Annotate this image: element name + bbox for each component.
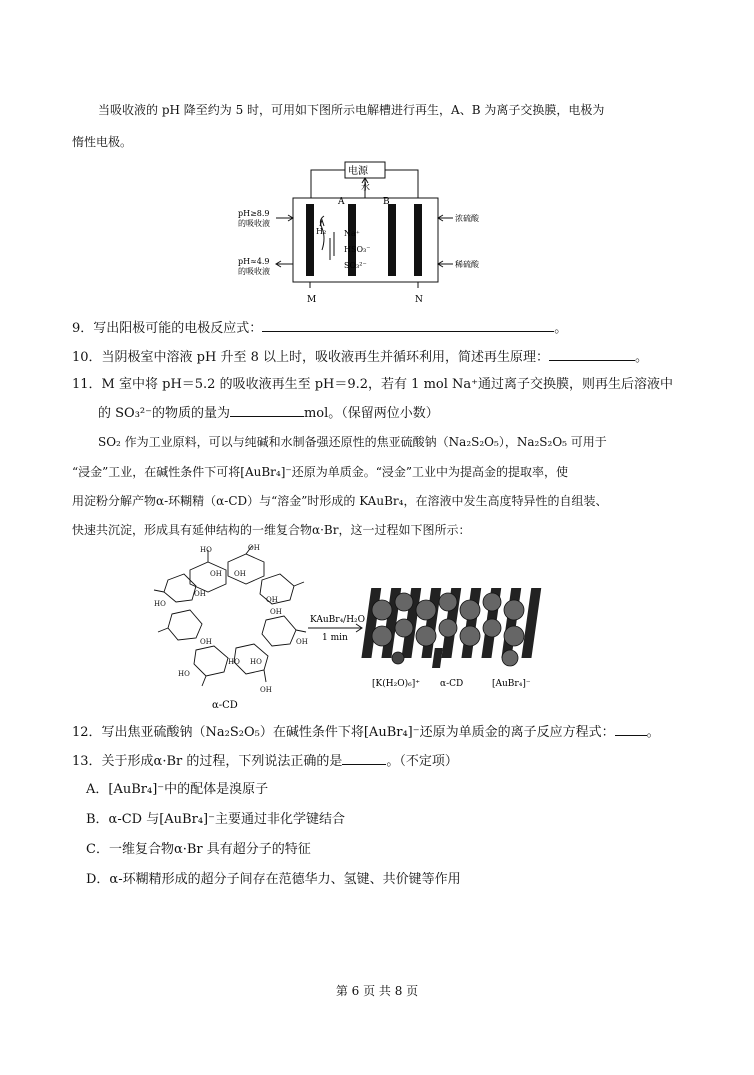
electrolysis-cell-diagram	[238, 160, 498, 308]
question-12	[72, 722, 660, 742]
hso3-label: HSO₃⁻	[344, 245, 371, 254]
question-11-line-2	[98, 403, 439, 423]
oh-label-1: HO	[200, 546, 212, 554]
legend-cd-label: α-CD	[440, 679, 464, 689]
supramolecular-chain	[361, 588, 541, 658]
membrane-a-label: A	[338, 197, 345, 207]
ho-label-3: HO	[250, 658, 262, 666]
legend-au-label: [AuBr₄]⁻	[492, 679, 531, 689]
question-13	[72, 751, 458, 771]
q13-text: 13．关于形成α·Br 的过程，下列说法正确的是	[72, 754, 343, 769]
left-bottom-label-2: 的吸收液	[238, 267, 270, 276]
q13-answer-blank[interactable]	[342, 751, 386, 765]
question-10	[72, 347, 648, 367]
q13-option-a: A．[AuBr₄]⁻中的配体是溴原子	[86, 782, 269, 797]
q12-text: 12．写出焦亚硫酸钠（Na₂S₂O₅）在碱性条件下将[AuBr₄]⁻还原为单质金的离子反应方程式：	[72, 725, 615, 740]
q13-end: 。（不定项）	[386, 754, 458, 769]
oh-label-7: OH	[270, 608, 282, 616]
cyclodextrin-assembly-diagram	[150, 540, 570, 715]
h2-label: H₂	[316, 227, 327, 236]
q9-answer-blank[interactable]	[262, 318, 554, 332]
oh-label-3: OH	[210, 570, 222, 578]
question-9	[72, 318, 567, 338]
left-top-label-2: 的吸收液	[238, 219, 270, 228]
legend-au-symbol	[502, 650, 518, 666]
q10-text: 10．当阴极室中溶液 pH 升至 8 以上时，吸收液再生并循环利用，简述再生原理：	[72, 350, 550, 365]
para2-line-4: 快速共沉淀，形成具有延伸结构的一维复合物α·Br，这一过程如下图所示：	[72, 523, 471, 537]
q13-option-c: C．一维复合物α·Br 具有超分子的特征	[86, 842, 311, 857]
para2-line-1: SO₂ 作为工业原料，可以与纯碱和水制备强还原性的焦亚硫酸钠（Na₂S₂O₅），Na₂S₂O₅ 可用于	[98, 435, 607, 449]
time-label: 1 min	[322, 633, 348, 643]
left-top-label-1: pH≥8.9	[238, 209, 270, 218]
q13-option-d: D．α-环糊精形成的超分子间存在范德华力、氢键、共价键等作用	[86, 872, 461, 887]
q11-unit: mol。（保留两位小数）	[303, 406, 439, 421]
para2-line-3: 用淀粉分解产物α-环糊精（α-CD）与“溶金”时形成的 KAuBr₄，在溶液中发生高度特异性的自组装、	[72, 494, 608, 508]
q9-text: 9．写出阳极可能的电极反应式：	[72, 321, 263, 336]
oh-label-8: OH	[296, 638, 308, 646]
na-label: Na⁺	[344, 229, 360, 238]
intro-line-2: 惰性电极。	[72, 135, 133, 149]
q10-end: 。	[635, 350, 649, 365]
membrane-b	[388, 204, 396, 276]
membrane-b-label: B	[383, 197, 390, 207]
water-label: 水	[361, 183, 371, 193]
alpha-cd-label: α-CD	[212, 700, 238, 711]
para2-line-2: “浸金”工业，在碱性条件下可将[AuBr₄]⁻还原为单质金。“浸金”工业中为提高金的提取率，使	[72, 465, 568, 479]
electrode-n	[414, 204, 422, 276]
reagent-label: KAuBr₄/H₂O	[310, 615, 366, 625]
oh-label-4: OH	[234, 570, 246, 578]
legend-k-symbol	[392, 652, 404, 664]
legend-k-label: [K(H₂O)₆]⁺	[372, 679, 420, 689]
q13-option-b: B．α-CD 与[AuBr₄]⁻主要通过非化学键结合	[86, 812, 345, 827]
ho-label-4: HO	[178, 670, 190, 678]
q12-answer-blank[interactable]	[615, 722, 647, 736]
oh-label-9: OH	[200, 638, 212, 646]
electrode-n-label: N	[415, 295, 423, 305]
left-bottom-label-1: pH≈4.9	[238, 257, 270, 266]
page-footer: 第 6 页 共 8 页	[335, 984, 419, 998]
q10-answer-blank[interactable]	[549, 347, 635, 361]
q11-answer-blank[interactable]	[230, 403, 304, 417]
ho-label-2: HO	[228, 658, 240, 666]
oh-label-2: OH	[248, 544, 260, 552]
so3-label: SO₃²⁻	[344, 261, 367, 270]
question-11-line-1: 11．M 室中将 pH＝5.2 的吸收液再生至 pH＝9.2，若有 1 mol Na⁺通过离子交换膜，则再生后溶液中	[72, 377, 674, 392]
right-top-label: 浓硫酸	[455, 214, 479, 223]
q9-end: 。	[554, 321, 568, 336]
q11-text: 的 SO₃²⁻的物质的量为	[98, 406, 230, 421]
oh-label-5: OH	[194, 590, 206, 598]
electrode-m	[306, 204, 314, 276]
electrode-m-label: M	[307, 295, 317, 305]
oh-label-6: OH	[266, 596, 278, 604]
ho-label-1: HO	[154, 600, 166, 608]
intro-line-1: 当吸收液的 pH 降至约为 5 时，可用如下图所示电解槽进行再生，A、B 为离子交换膜，电极为	[98, 103, 605, 117]
power-label: 电源	[348, 166, 368, 177]
right-bottom-label: 稀硫酸	[455, 260, 479, 269]
q12-end: 。	[646, 725, 660, 740]
oh-label-10: OH	[260, 686, 272, 694]
